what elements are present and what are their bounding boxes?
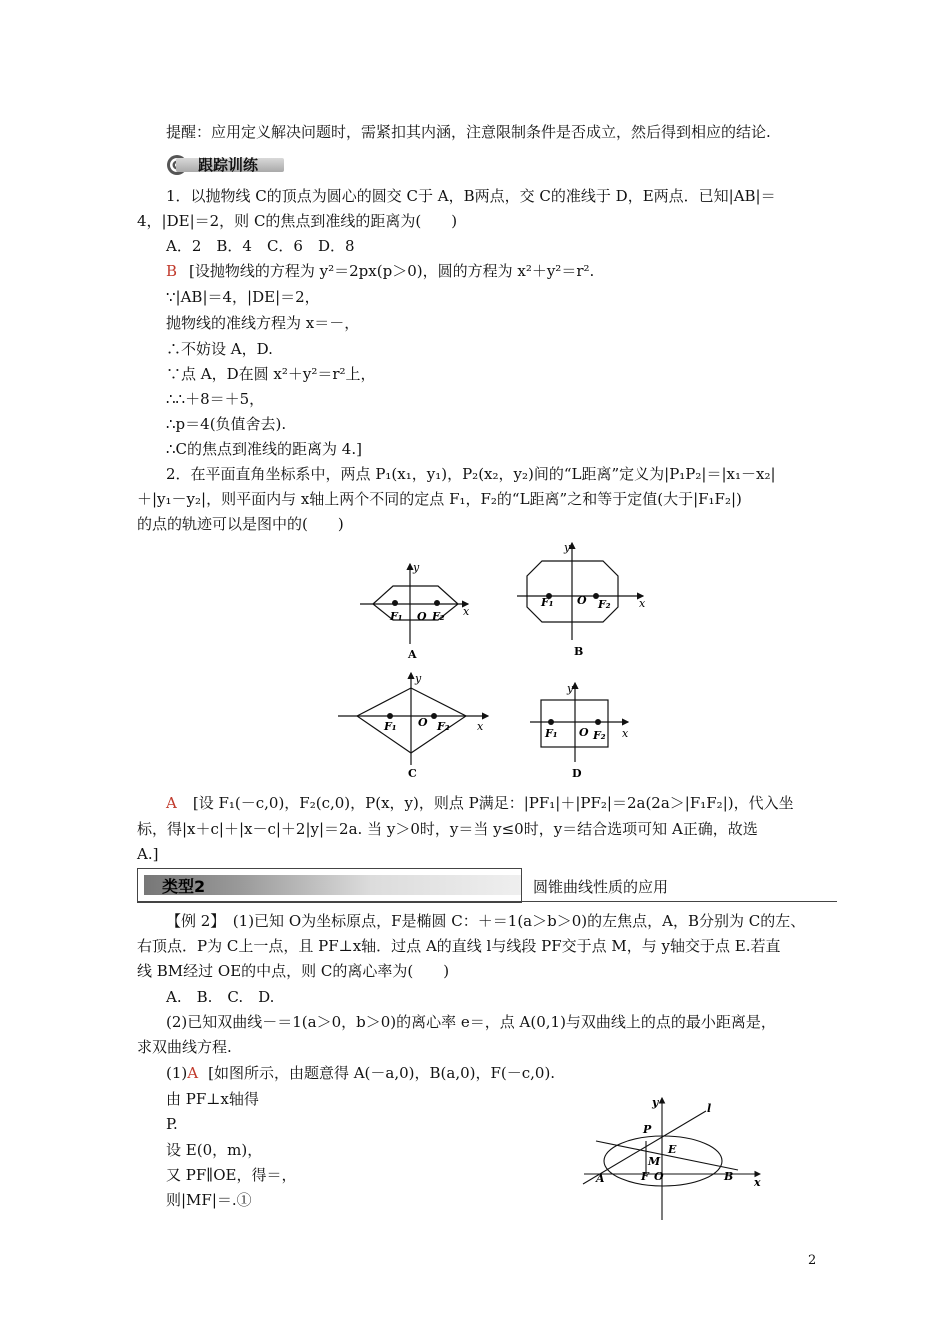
page-number: 2	[808, 1253, 817, 1268]
q1-solution-line5: ∵点 A，D在圆 x²＋y²＝r²上，	[166, 365, 376, 383]
ex2-solution-line2: 由 PF⊥x轴得	[166, 1090, 259, 1108]
q2-line3: 的点的轨迹可以是图中的( )	[137, 515, 344, 533]
q2-solution-line2: 标，得|x＋c|＋|x－c|＋2|y|＝2a. 当 y＞0时，y＝当 y≤0时，y＝结合选项可知 A正确，故选	[137, 820, 758, 838]
ex2-solution-line6: 则|MF|＝.①	[166, 1191, 252, 1209]
type-header	[137, 868, 522, 903]
ex2-line2: 右顶点．P为 C上一点，且 PF⊥x轴．过点 A的直线 l与线段 PF交于点 M，与 y轴交于点 E.若直	[137, 937, 781, 955]
ex2-solution-line4: 设 E(0，m)，	[166, 1141, 263, 1159]
ex2-line1: 【例 2】 (1)已知 O为坐标原点，F是椭圆 C：＋＝1(a＞b＞0)的左焦点，A，B分别为 C的左、	[166, 912, 806, 930]
a-x-label: x	[463, 605, 470, 618]
c-y-label: y	[415, 672, 422, 685]
q1-solution-line4: ∴不妨设 A，D.	[166, 340, 273, 358]
c-f2-label: F₂	[437, 720, 450, 733]
q1-solution-line7: ∴p＝4(负值舍去).	[166, 415, 287, 433]
ellipse-figure	[578, 1092, 778, 1222]
a-f2-label: F₂	[432, 610, 445, 623]
ex2-part2-line2: 求双曲线方程.	[137, 1038, 232, 1056]
section-title: 跟踪训练	[198, 156, 259, 174]
ell-a-label: A	[596, 1172, 605, 1185]
d-x-label: x	[622, 727, 629, 740]
ex2-line3: 线 BM经过 OE的中点，则 C的离心率为( )	[137, 962, 450, 980]
q1-solution-line6: ∴∴＋8＝＋5，	[166, 390, 265, 408]
ell-x-label: x	[754, 1176, 761, 1189]
d-f1-label: F₁	[545, 727, 558, 740]
c-x-label: x	[477, 720, 484, 733]
a-y-label: y	[413, 561, 420, 574]
section-header	[166, 154, 286, 176]
ex2-solution-line5: 又 PF∥OE，得＝，	[166, 1166, 297, 1184]
c-f1-label: F₁	[384, 720, 397, 733]
b-o-label: O	[577, 594, 587, 607]
ex2-solution-line3: P.	[166, 1115, 178, 1133]
type-label: 类型2	[162, 877, 206, 896]
d-o-label: O	[579, 726, 589, 739]
ex2-answer: A	[187, 1064, 199, 1082]
d-y-label: y	[567, 682, 574, 695]
ell-e-label: E	[668, 1143, 677, 1156]
b-x-label: x	[639, 597, 646, 610]
ell-l-label: l	[707, 1102, 712, 1115]
ex2-part2-line1: (2)已知双曲线－＝1(a＞0，b＞0)的离心率 e＝，点 A(0,1)与双曲线上的点的最小距离是，	[166, 1013, 776, 1031]
type-title: 圆锥曲线性质的应用	[533, 878, 669, 896]
q2-line2: ＋|y₁－y₂|，则平面内与 x轴上两个不同的定点 F₁，F₂的“L距离”之和等于定值(大于|F₁F₂|)	[137, 490, 742, 508]
q1-answer: B	[166, 262, 178, 280]
b-f2-label: F₂	[598, 598, 611, 611]
option-a-graph	[360, 564, 468, 644]
option-c-graph	[338, 673, 488, 765]
q1-line2: 4，|DE|＝2，则 C的焦点到准线的距离为( )	[137, 212, 458, 230]
option-b-graph	[517, 543, 643, 640]
q1-line1: 1．以抛物线 C的顶点为圆心的圆交 C于 A，B两点，交 C的准线于 D，E两点．已知|AB|＝	[166, 187, 776, 205]
ell-b-label: B	[724, 1170, 734, 1183]
ell-o-label: O	[654, 1170, 664, 1183]
q2-answer: A	[166, 794, 177, 812]
q2-solution-line1: A [设 F₁(－c,0)，F₂(c,0)，P(x，y)，则点 P满足：|PF₁|＋|PF₂|＝2a(2a＞|F₁F₂|)，代入坐	[166, 794, 794, 812]
option-d-graph	[530, 683, 628, 762]
option-d-label: D	[572, 767, 582, 780]
q1-solution-line1: B [设抛物线的方程为 y²＝2px(p＞0)，圆的方程为 x²＋y²＝r².	[166, 262, 595, 280]
ell-m-label: M	[648, 1155, 661, 1168]
d-f2-label: F₂	[593, 729, 606, 742]
b-f1-label: F₁	[541, 596, 554, 609]
a-f1-label: F₁	[390, 610, 403, 623]
q2-line1: 2．在平面直角坐标系中，两点 P₁(x₁，y₁)，P₂(x₂，y₂)间的“L距离”定义为|P₁P₂|＝|x₁－x₂|	[166, 465, 776, 483]
q2-figure	[0, 540, 950, 800]
option-c-label: C	[408, 767, 417, 780]
ell-f-label: F	[641, 1170, 649, 1183]
tip-text: 提醒：应用定义解决问题时，需紧扣其内涵，注意限制条件是否成立，然后得到相应的结论.	[166, 123, 771, 141]
q1-solution-line8: ∴C的焦点到准线的距离为 4.]	[166, 440, 362, 458]
q2-solution-line3: A.]	[137, 845, 159, 863]
ell-p-label: P	[643, 1123, 652, 1136]
q1-options: A．2 B．4 C．6 D．8	[166, 237, 355, 255]
ex2-options: A. B. C. D.	[166, 988, 275, 1006]
option-a-label: A	[408, 648, 417, 661]
ell-y-label: y	[652, 1096, 659, 1109]
option-b-label: B	[574, 645, 584, 658]
q1-solution-line3: 抛物线的准线方程为 x＝－，	[166, 314, 360, 332]
c-o-label: O	[418, 716, 428, 729]
a-o-label: O	[417, 610, 427, 623]
b-y-label: y	[564, 541, 571, 554]
ex2-solution-line1: (1)A [如图所示，由题意得 A(－a,0)，B(a,0)，F(－c,0).	[166, 1064, 556, 1082]
q1-solution-line2: ∵|AB|＝4，|DE|＝2，	[166, 288, 320, 306]
